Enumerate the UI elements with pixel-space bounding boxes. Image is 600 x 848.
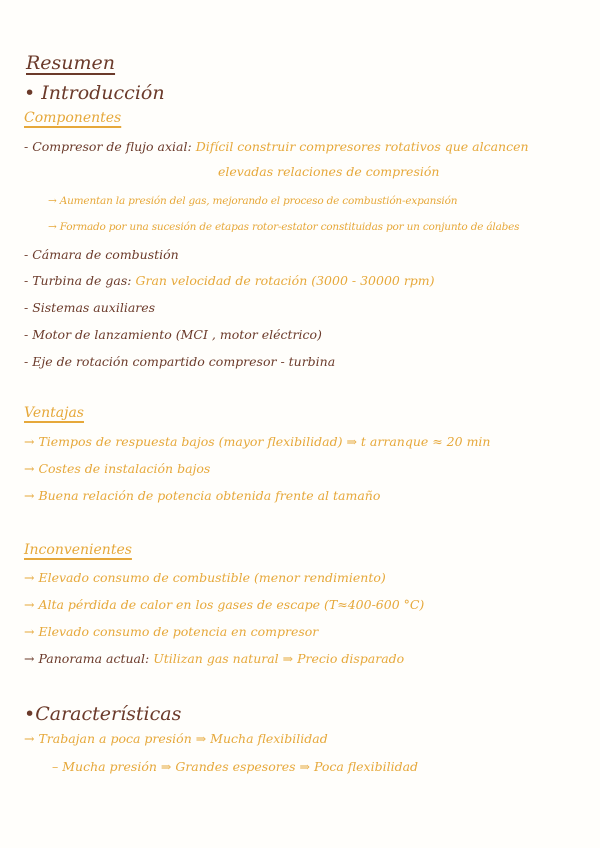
compressor-label: - Compresor de flujo axial: (24, 139, 192, 154)
turbine-desc: Gran velocidad de rotación (3000 - 30000 rpm) (135, 273, 435, 288)
panorama-text: Utilizan gas natural ⇒ Precio disparado (153, 651, 405, 666)
panorama-line (24, 653, 404, 666)
inconveniente-item: → Alta pérdida de calor en los gases de escape (T≈400-600 °C) (24, 597, 425, 612)
shaft-line: - Eje de rotación compartido compresor - turbina (24, 354, 336, 369)
compressor-line (24, 141, 529, 154)
caracteristicas-line-1: → Trabajan a poca presión ⇒ Mucha flexibilidad (24, 731, 328, 746)
inconveniente-item: → Elevado consumo de potencia en compresor (24, 624, 319, 639)
ventajas-heading: Ventajas (24, 405, 84, 421)
turbine-label: - Turbina de gas: (24, 273, 132, 288)
panorama-label: → Panorama actual: (24, 651, 150, 666)
ventaja-item: → Tiempos de respuesta bajos (mayor flexibilidad) ⇒ t arranque ≈ 20 min (24, 434, 491, 449)
page-title: Resumen (26, 52, 116, 74)
intro-heading: • Introducción (24, 82, 165, 104)
inconveniente-item: → Elevado consumo de combustible (menor rendimiento) (24, 570, 386, 585)
chamber-line: - Cámara de combustión (24, 247, 179, 262)
caracteristicas-line-2 (52, 761, 418, 774)
consecuencia: ⇒ Grandes espesores ⇒ Poca flexibilidad (156, 759, 419, 774)
turbine-line (24, 275, 435, 288)
components-heading: Componentes (24, 110, 122, 126)
compressor-sub-2: → Formado por una sucesión de etapas rotor-estator constituidas por un conjunto de álabes (48, 221, 520, 233)
inconvenientes-heading: Inconvenientes (24, 542, 132, 558)
ventaja-item: → Costes de instalación bajos (24, 461, 211, 476)
compressor-desc: Difícil construir compresores rotativos que alcancen (195, 139, 529, 154)
motor-line: - Motor de lanzamiento (MCI , motor eléctrico) (24, 327, 322, 342)
ventaja-item: → Buena relación de potencia obtenida frente al tamaño (24, 488, 381, 503)
compressor-desc-cont: elevadas relaciones de compresión (218, 164, 440, 179)
caracteristicas-heading: •Características (24, 703, 182, 725)
compressor-sub-1: → Aumentan la presión del gas, mejorando el proceso de combustión-expansión (48, 195, 458, 207)
aux-line: - Sistemas auxiliares (24, 300, 156, 315)
mucha-presion: – Mucha presión (52, 759, 157, 774)
